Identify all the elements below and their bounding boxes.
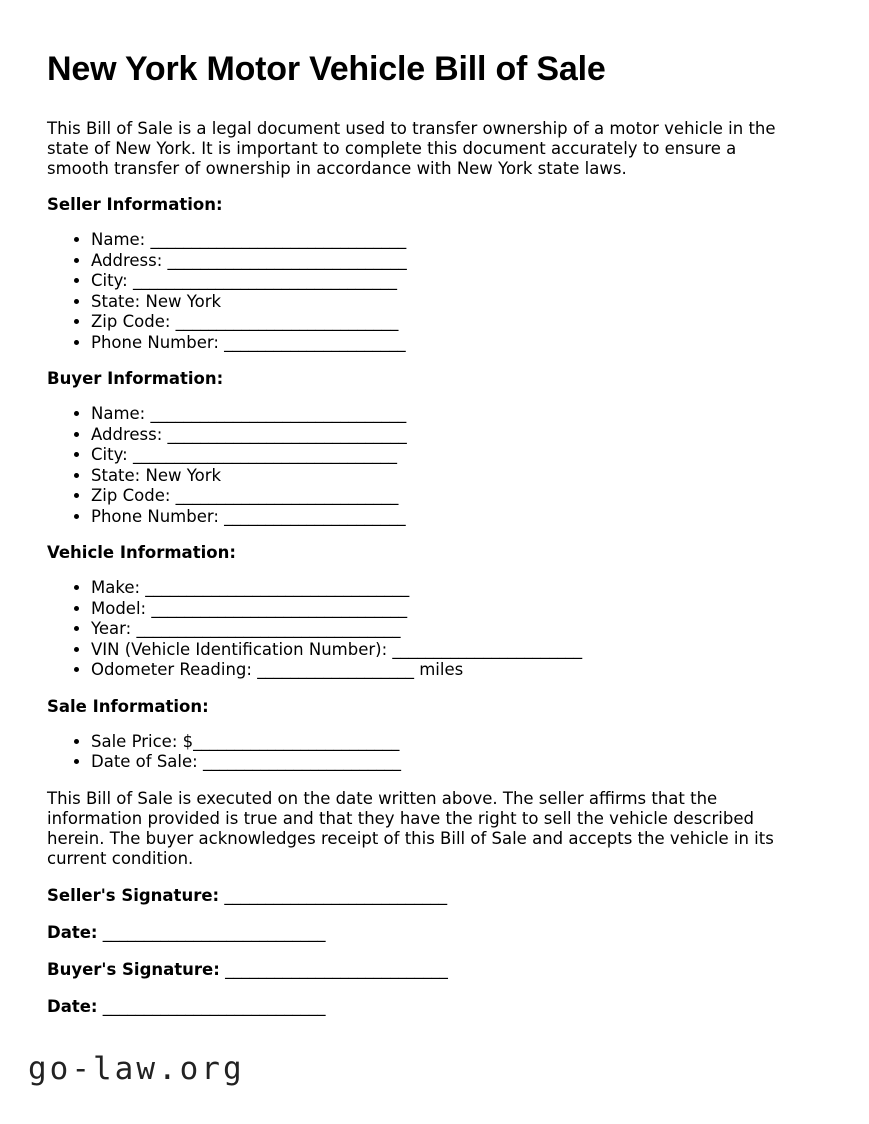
vehicle-odometer-row: • Odometer Reading: ___________________ miles xyxy=(91,660,822,681)
seller-city-row: • City: ________________________________ xyxy=(91,271,822,292)
buyer-state-row: • State: New York xyxy=(91,466,822,487)
section-heading-seller: Seller Information: xyxy=(47,195,223,214)
buyer-date-label: Date: xyxy=(47,996,98,1016)
seller-state-row: • State: New York xyxy=(91,292,822,313)
seller-signature-blank: ___________________________ xyxy=(224,885,448,905)
buyer-city-row: • City: ________________________________ xyxy=(91,445,822,466)
page-title: New York Motor Vehicle Bill of Sale xyxy=(47,50,606,88)
seller-signature-label: Seller's Signature: xyxy=(47,885,220,905)
seller-date-row xyxy=(47,923,822,943)
section-heading-sale: Sale Information: xyxy=(47,696,209,716)
vehicle-vin-row: • VIN (Vehicle Identification Number): _______________________ xyxy=(91,640,822,661)
buyer-signature-blank: ___________________________ xyxy=(225,959,448,979)
buyer-phone-row: • Phone Number: ______________________ xyxy=(91,507,822,528)
buyer-fields-list xyxy=(47,404,822,527)
intro-paragraph xyxy=(47,119,822,179)
buyer-signature-label: Buyer's Signature: xyxy=(47,959,220,979)
execution-line: herein. The buyer acknowledges receipt of this Bill of Sale and accepts the vehicle in its xyxy=(47,828,774,848)
seller-address-row: • Address: _____________________________ xyxy=(91,251,822,272)
buyer-address-row: • Address: _____________________________ xyxy=(91,425,822,446)
buyer-signature-row xyxy=(47,960,822,980)
seller-date-blank: ___________________________ xyxy=(102,922,326,942)
execution-line: information provided is true and that they have the right to sell the vehicle described xyxy=(47,808,754,828)
sale-price-row: • Sale Price: $_________________________ xyxy=(91,732,822,753)
buyer-date-row xyxy=(47,997,822,1017)
seller-name-row: • Name: _______________________________ xyxy=(91,230,822,251)
seller-signature-row xyxy=(47,886,822,906)
execution-line: This Bill of Sale is executed on the date written above. The seller affirms that the xyxy=(47,788,718,808)
sale-date-row: • Date of Sale: ________________________ xyxy=(91,752,822,773)
intro-line: This Bill of Sale is a legal document used to transfer ownership of a motor vehicle in the xyxy=(47,119,776,138)
seller-fields-list xyxy=(47,230,822,353)
vehicle-year-row: • Year: ________________________________ xyxy=(91,619,822,640)
seller-phone-row: • Phone Number: ______________________ xyxy=(91,333,822,354)
execution-paragraph xyxy=(47,789,822,869)
vehicle-fields-list xyxy=(47,578,822,681)
seller-zip-row: • Zip Code: ___________________________ xyxy=(91,312,822,333)
seller-date-label: Date: xyxy=(47,922,98,942)
buyer-name-row: • Name: _______________________________ xyxy=(91,404,822,425)
section-heading-vehicle: Vehicle Information: xyxy=(47,543,236,562)
intro-line: state of New York. It is important to complete this document accurately to ensure a xyxy=(47,139,737,158)
intro-line: smooth transfer of ownership in accordance with New York state laws. xyxy=(47,159,627,178)
buyer-date-blank: ___________________________ xyxy=(102,996,326,1016)
execution-line: current condition. xyxy=(47,848,194,868)
vehicle-model-row: • Model: _______________________________ xyxy=(91,599,822,620)
vehicle-make-row: • Make: ________________________________ xyxy=(91,578,822,599)
section-heading-buyer: Buyer Information: xyxy=(47,369,224,388)
sale-fields-list xyxy=(47,732,822,773)
footer-brand: go-law.org xyxy=(28,1050,245,1087)
buyer-zip-row: • Zip Code: ___________________________ xyxy=(91,486,822,507)
